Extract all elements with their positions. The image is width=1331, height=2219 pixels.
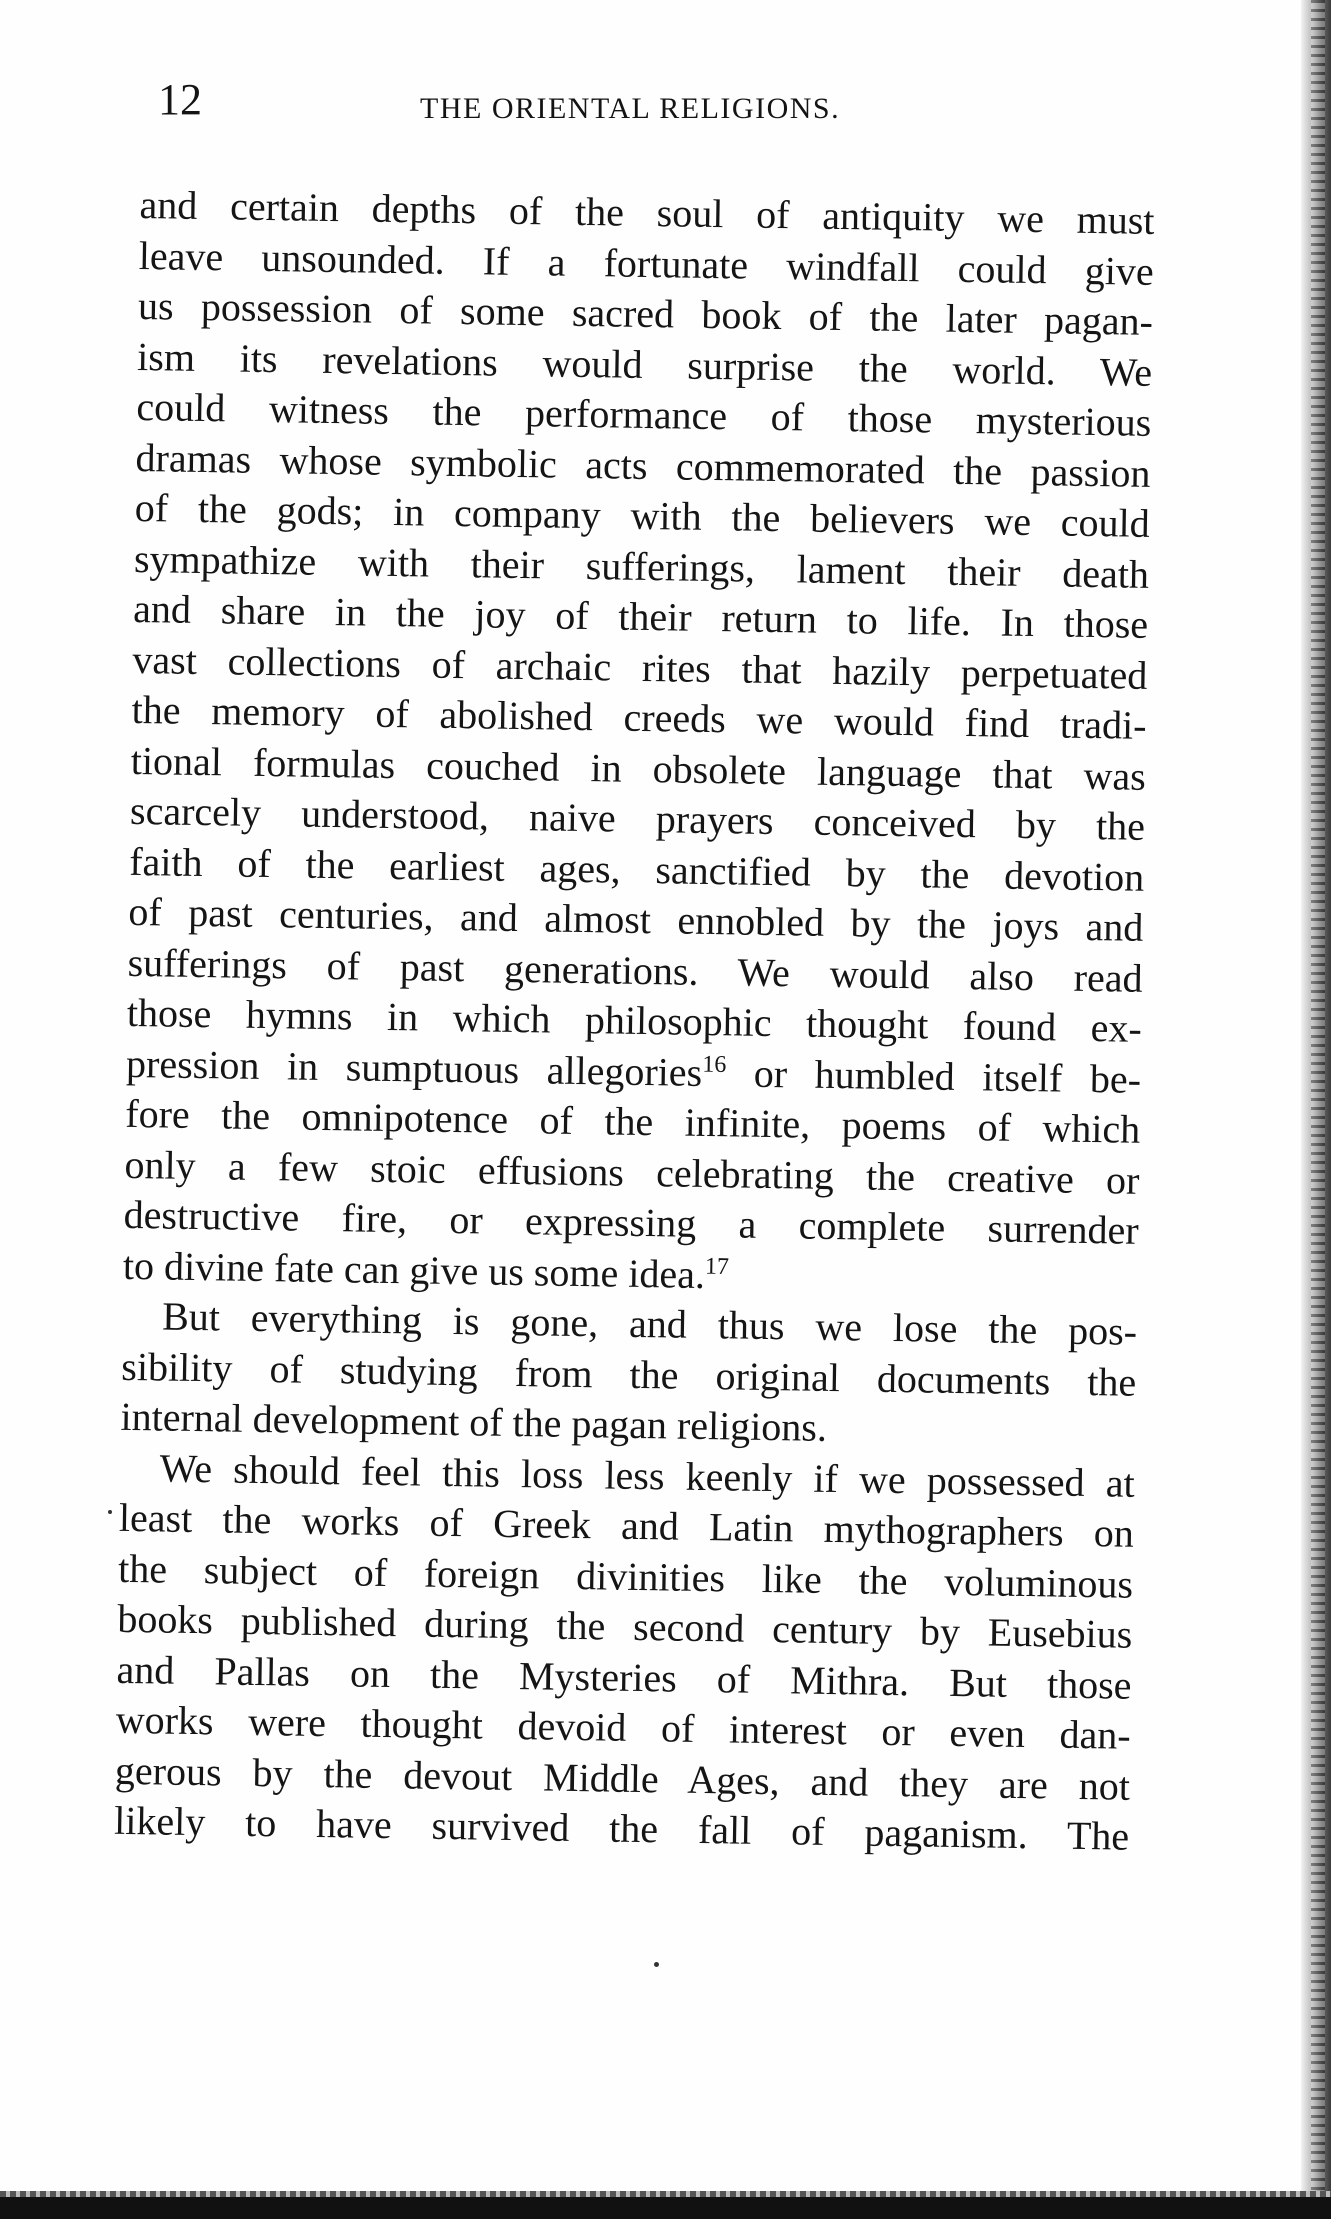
text-segment: pression in sumptuous allegories bbox=[125, 1040, 703, 1095]
text-line: But everything is gone, and thus we lose the pos- bbox=[161, 1293, 1138, 1354]
text-line: vast collections of archaic rites that hazily perpetuated bbox=[132, 636, 1148, 698]
text-line: could witness the performance of those mysterious bbox=[136, 383, 1152, 445]
paragraph-1 bbox=[123, 180, 1155, 1307]
text-line: and share in the joy of their return to life. In those bbox=[132, 585, 1149, 647]
text-line: sibility of studying from the original documents the bbox=[121, 1343, 1137, 1405]
ink-speck bbox=[108, 1510, 112, 1514]
text-segment: or humbled itself be- bbox=[725, 1049, 1142, 1102]
ink-speck bbox=[654, 1962, 659, 1967]
text-line: books published during the second century by Eusebius bbox=[117, 1595, 1133, 1657]
text-line: We should feel this loss less keenly if we possessed at bbox=[159, 1444, 1136, 1506]
body-text bbox=[114, 180, 1155, 1862]
text-line: gerous by the devout Middle Ages, and they are not bbox=[114, 1747, 1131, 1809]
text-line: those hymns in which philosophic thought found ex- bbox=[126, 989, 1143, 1051]
text-line: works were thought devoid of interest or even dan- bbox=[115, 1696, 1132, 1758]
text-line: the subject of foreign divinities like the voluminous bbox=[117, 1545, 1134, 1607]
footnote-marker[interactable]: 16 bbox=[702, 1051, 727, 1078]
text-line: only a few stoic effusions celebrating the creative or bbox=[124, 1141, 1140, 1203]
text-line: ism its revelations would surprise the world. We bbox=[136, 333, 1153, 395]
text-segment: to divine fate can give us some idea. bbox=[122, 1242, 706, 1297]
text-line: fore the omnipotence of the infinite, poems of which bbox=[124, 1090, 1141, 1152]
text-line: of past centuries, and almost ennobled by the joys and bbox=[128, 888, 1144, 950]
text-line: the memory of abolished creeds we would find tradi- bbox=[131, 686, 1147, 748]
bottom-edge-shadow bbox=[0, 2197, 1331, 2219]
page-number: 12 bbox=[158, 75, 202, 124]
text-line: us possession of some sacred book of the later pagan- bbox=[137, 282, 1154, 344]
paragraph-3 bbox=[114, 1442, 1135, 1862]
text-line: leave unsounded. If a fortunate windfall could give bbox=[138, 232, 1155, 294]
text-line: and Pallas on the Mysteries of Mithra. But those bbox=[116, 1646, 1132, 1708]
text-line: scarcely understood, naive prayers conceived by the bbox=[129, 787, 1146, 849]
page-edge-texture bbox=[1311, 0, 1325, 2219]
text-line: tional formulas couched in obsolete language that was bbox=[130, 737, 1147, 799]
text-line: sympathize with their sufferings, lament their death bbox=[133, 535, 1150, 597]
text-line: faith of the earliest ages, sanctified by the devotion bbox=[128, 838, 1145, 900]
text-line: likely to have survived the fall of paganism. The bbox=[113, 1797, 1130, 1859]
text-line: least the works of Greek and Latin mythographers on bbox=[118, 1494, 1135, 1556]
text-line: internal development of the pagan religions. bbox=[120, 1393, 828, 1450]
paragraph-2 bbox=[120, 1291, 1137, 1458]
text-line: dramas whose symbolic acts commemorated the passion bbox=[135, 434, 1151, 496]
text-line: of the gods; in company with the believers we could bbox=[134, 484, 1151, 546]
text-line: destructive fire, or expressing a complete surrender bbox=[123, 1191, 1139, 1253]
text-line: and certain depths of the soul of antiquity we must bbox=[139, 181, 1155, 243]
running-title: THE ORIENTAL RELIGIONS. bbox=[420, 92, 841, 125]
text-line: sufferings of past generations. We would also read bbox=[127, 939, 1143, 1001]
footnote-marker[interactable]: 17 bbox=[704, 1253, 730, 1280]
